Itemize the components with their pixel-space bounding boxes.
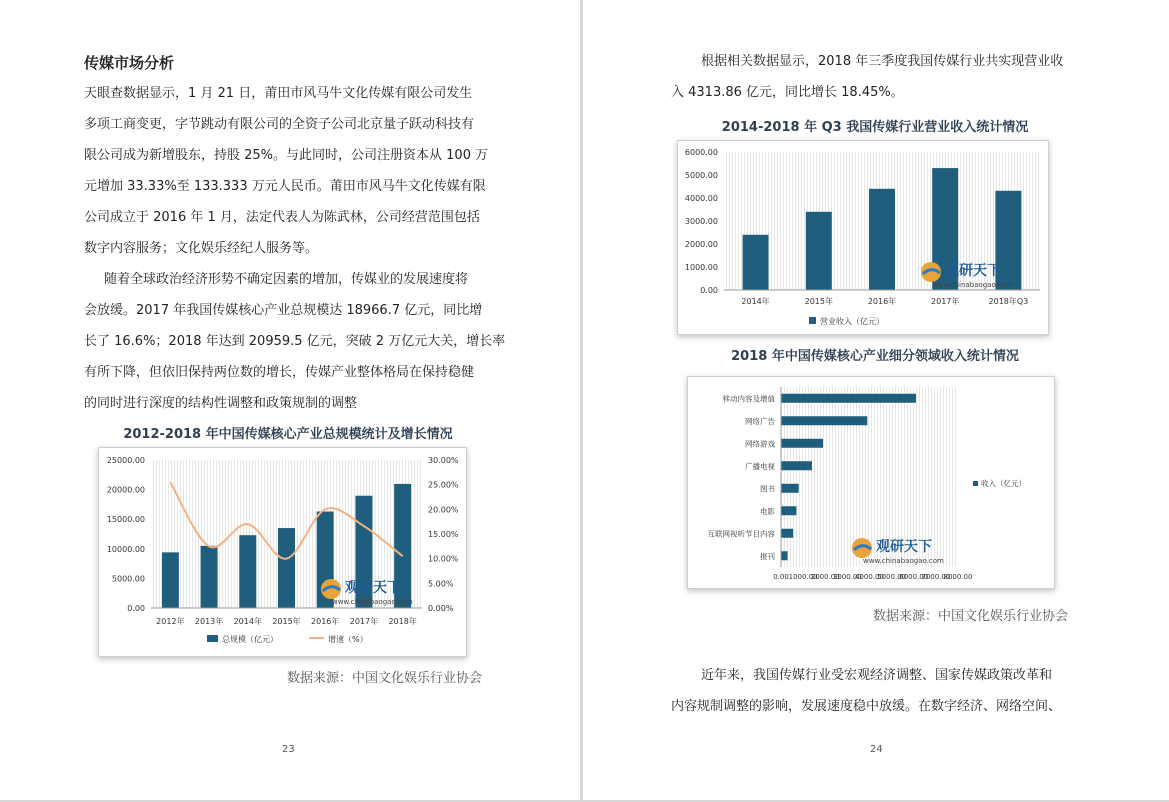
legend-label: 收入（亿元）	[981, 479, 1026, 488]
y-category-label: 图书	[760, 484, 775, 494]
x-tick-label: 2015年	[272, 617, 301, 626]
y-tick-label: 10000.00	[106, 544, 145, 554]
x-tick-label: 8000.00	[943, 573, 973, 581]
bar	[869, 189, 895, 290]
bar	[781, 484, 799, 493]
y-tick-label: 0.00	[700, 286, 718, 295]
x-tick-label: 2018年Q3	[988, 297, 1029, 306]
chart-revenue	[678, 141, 1048, 334]
text-line: 数字内容服务；文化娱乐经纪人服务等。	[84, 241, 319, 256]
legend-swatch-bar	[973, 481, 978, 486]
y-tick-label: 6000.00	[684, 148, 718, 157]
x-tick-label: 0.00	[773, 573, 789, 581]
y-tick-label: 25000.00	[106, 456, 145, 465]
data-source: 数据来源：中国文化娱乐行业协会	[287, 671, 483, 686]
y-tick-label: 0.00	[127, 604, 145, 613]
x-tick-label: 3000.00	[832, 573, 862, 581]
text-line: 的同时进行深度的结构性调整和政策规制的调整	[84, 396, 358, 411]
chart-title-revenue: 2014-2018 年 Q3 我国传媒行业营业收入统计情况	[721, 120, 1029, 135]
y-tick-label: 3000.00	[684, 217, 718, 226]
x-tick-label: 6000.00	[899, 573, 929, 581]
y-category-label: 移动内容及增值	[722, 394, 775, 404]
paragraph-q3-revenue	[671, 46, 1079, 108]
chart-segments-frame	[687, 376, 1055, 589]
legend-label: 增速（%）	[328, 635, 368, 644]
y-category-label: 广播电视	[745, 461, 775, 471]
text-line: 多项工商变更，字节跳动有限公司的全资子公司北京量子跃动科技有	[84, 117, 475, 132]
bar	[278, 528, 295, 608]
y-category-label: 报刊	[760, 551, 775, 561]
paragraph-tianyancha	[84, 78, 492, 264]
y-tick-label: 20000.00	[106, 485, 145, 495]
x-tick-label: 4000.00	[855, 573, 884, 581]
bar	[743, 235, 769, 290]
bar	[781, 506, 796, 515]
watermark-brand: 观研天下	[876, 539, 932, 555]
y2-tick-label: 5.00%	[428, 579, 454, 589]
text-line: 会放缓。2017 年我国传媒核心产业总规模达 18966.7 亿元，同比增	[84, 303, 483, 318]
x-tick-label: 1000.00	[788, 573, 818, 581]
text-line: 天眼查数据显示，1 月 21 日，莆田市风马牛文化传媒有限公司发生	[84, 86, 473, 101]
chart-revenue-frame	[677, 140, 1049, 335]
page-number: 23	[282, 744, 295, 755]
text-line: 根据相关数据显示，2018 年三季度我国传媒行业共实现营业收	[701, 54, 1064, 69]
y2-tick-label: 15.00%	[428, 530, 459, 539]
x-tick-label: 5000.00	[877, 573, 907, 581]
x-tick-label: 2016年	[311, 617, 340, 626]
text-line: 入 4313.86 亿元，同比增长 18.45%。	[671, 85, 904, 100]
y-tick-label: 1000.00	[684, 263, 718, 272]
bar	[781, 529, 793, 538]
x-tick-label: 7000.00	[921, 573, 951, 581]
y-category-label: 网络广告	[745, 416, 775, 426]
x-tick-label: 2012年	[156, 617, 185, 626]
legend-swatch-bar	[207, 635, 218, 642]
chart-title-segments: 2018 年中国传媒核心产业细分领域收入统计情况	[731, 349, 1019, 364]
y2-tick-label: 30.00%	[428, 456, 459, 465]
x-tick-label: 2014年	[741, 297, 770, 306]
paragraph-industry-scale	[84, 264, 506, 419]
watermark-url: www.chinabaogao.com	[863, 557, 944, 565]
text-line: 长了 16.6%；2018 年达到 20959.5 亿元，突破 2 万亿元大关，增长率	[84, 334, 506, 349]
x-tick-label: 2018年	[388, 617, 417, 626]
y-tick-label: 2000.00	[684, 240, 718, 249]
x-tick-label: 2013年	[194, 617, 224, 626]
bar	[201, 546, 218, 608]
y-tick-label: 5000.00	[111, 574, 145, 584]
y-tick-label: 4000.00	[684, 194, 718, 203]
bar	[162, 552, 179, 608]
legend-swatch-bar	[809, 317, 816, 324]
x-tick-label: 2016年	[867, 297, 897, 306]
bar	[781, 551, 788, 560]
x-tick-label: 2017年	[931, 297, 960, 306]
y2-tick-label: 10.00%	[428, 554, 459, 564]
bar	[781, 461, 812, 470]
bar	[239, 535, 256, 608]
bar	[781, 439, 823, 448]
y-tick-label: 5000.00	[684, 171, 718, 180]
watermark-url: www.chinabaogao.com	[332, 598, 413, 606]
text-line: 元增加 33.33%至 133.333 万元人民币。莆田市风马牛文化传媒有限	[84, 179, 486, 194]
y-tick-label: 15000.00	[106, 515, 145, 525]
section-heading: 传媒市场分析	[84, 54, 175, 72]
x-tick-label: 2014年	[233, 617, 262, 626]
y2-tick-label: 0.00%	[428, 604, 454, 613]
text-line: 限公司成为新增股东，持股 25%。与此同时，公司注册资本从 100 万	[84, 148, 489, 163]
x-tick-label: 2000.00	[810, 573, 840, 581]
text-line: 有所下降，但依旧保持两位数的增长，传媒产业整体格局在保持稳健	[84, 365, 475, 380]
watermark-brand: 观研天下	[345, 580, 401, 596]
watermark-brand: 观研天下	[945, 263, 1001, 279]
page-right	[583, 0, 1169, 800]
chart-title-scale: 2012-2018 年中国传媒核心产业总规模统计及增长情况	[123, 427, 453, 442]
chart-segments	[688, 377, 1054, 588]
bar	[781, 394, 916, 403]
text-line: 内容规制调整的影响，发展速度稳中放缓。在数字经济、网络空间、	[671, 699, 1062, 714]
chart-scale-frame	[98, 447, 467, 657]
chart-scale	[99, 448, 466, 656]
text-line: 随着全球政治经济形势不确定因素的增加，传媒业的发展速度将	[104, 272, 469, 287]
x-tick-label: 2015年	[804, 297, 833, 306]
legend-label: 营业收入（亿元）	[820, 317, 884, 326]
y-category-label: 网络游戏	[745, 439, 775, 449]
x-tick-label: 2017年	[349, 617, 379, 626]
y-category-label: 互联网视听节目内容	[707, 529, 775, 539]
bar	[806, 212, 832, 290]
page-left	[0, 0, 580, 800]
watermark-url: www.chinabaogao.com	[932, 281, 1013, 289]
y-category-label: 电影	[760, 506, 775, 516]
bar	[781, 416, 867, 425]
legend-label: 总规模（亿元）	[222, 635, 278, 644]
text-line: 近年来，我国传媒行业受宏观经济调整、国家传媒政策改革和	[701, 668, 1053, 683]
text-line: 公司成立于 2016 年 1 月，法定代表人为陈武林，公司经营范围包括	[84, 210, 480, 225]
y2-tick-label: 20.00%	[428, 505, 459, 515]
page-number: 24	[870, 744, 883, 755]
paragraph-media-outlook	[671, 660, 1079, 722]
data-source: 数据来源：中国文化娱乐行业协会	[873, 609, 1069, 624]
y2-tick-label: 25.00%	[428, 480, 459, 490]
